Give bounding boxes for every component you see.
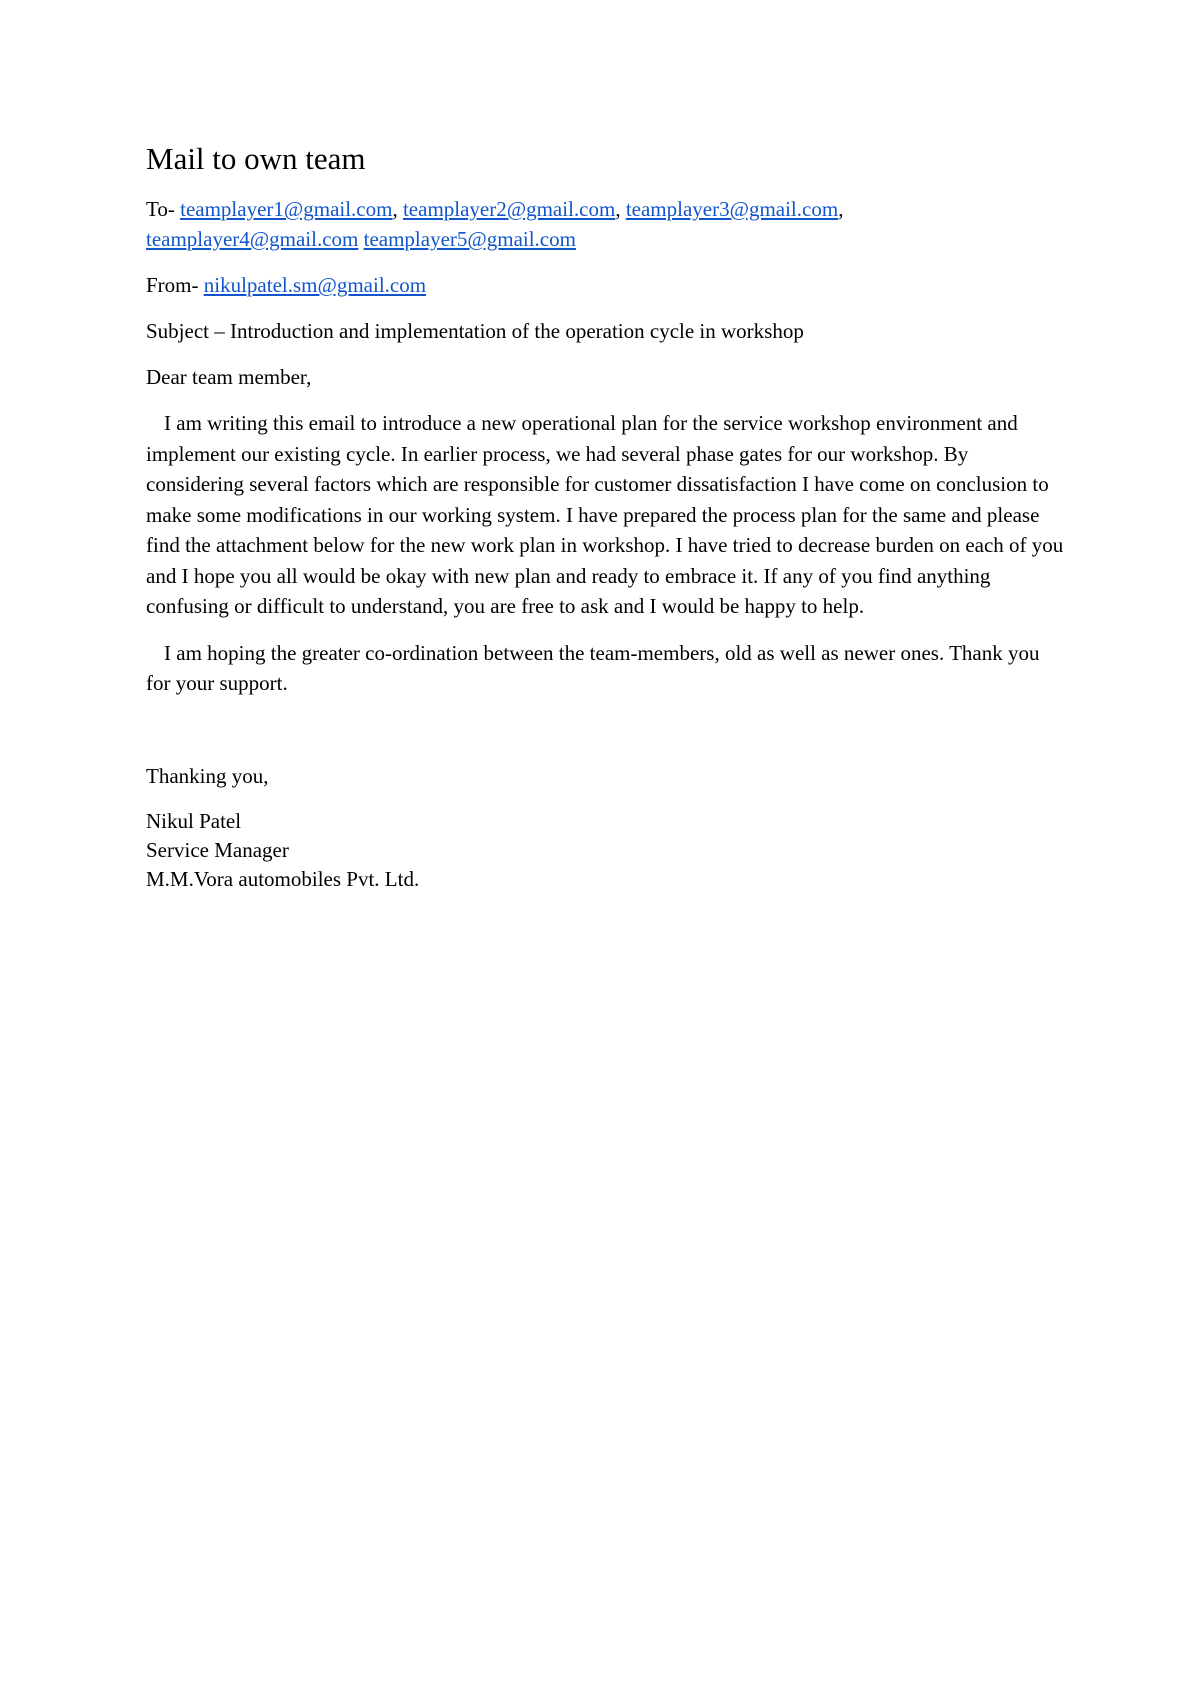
to-email-2[interactable]: teamplayer2@gmail.com <box>402 197 616 221</box>
body-paragraph-1: I am writing this email to introduce a new operational plan for the service workshop environment and implement our existing cycle. In earlier process, we had several phase gates for our workshop. By considering several factors which are responsible for customer dissatisfaction I have come on conclusion to make some modifications in our working system. I have prepared the process plan for the same and please find the attachment below for the new work plan in workshop. I have tried to decrease burden on each of you and I hope you all would be okay with new plan and ready to embrace it. If any of you find anything confusing or difficult to understand, you are free to ask and I would be happy to help. <box>146 411 1064 618</box>
signature-company: M.M.Vora automobiles Pvt. Ltd. <box>146 866 420 891</box>
closing: Thanking you, <box>146 763 269 788</box>
greeting: Dear team member, <box>146 365 312 389</box>
from-email[interactable]: nikulpatel.sm@gmail.com <box>203 273 427 297</box>
email-document <box>146 140 1066 894</box>
subject-line: Subject – Introduction and implementation of the operation cycle in workshop <box>146 319 804 343</box>
from-line <box>146 270 1066 300</box>
from-label: From- <box>146 273 199 297</box>
to-email-4[interactable]: teamplayer4@gmail.com <box>146 227 359 251</box>
to-email-1[interactable]: teamplayer1@gmail.com <box>180 197 393 221</box>
page-title: Mail to own team <box>146 141 366 176</box>
to-line: To- teamplayer1@gmail.com, teamplayer2@gmail.com, teamplayer3@gmail.com, teamplayer4@gmail.com teamplayer5@gmail.com <box>146 197 844 251</box>
signature-block <box>146 807 1066 894</box>
signature-name: Nikul Patel <box>146 808 242 833</box>
signature-position: Service Manager <box>146 837 289 862</box>
to-email-5[interactable]: teamplayer5@gmail.com <box>363 227 576 251</box>
to-label: To- <box>146 197 175 221</box>
body-paragraph-2: I am hoping the greater co-ordination between the team-members, old as well as newer ones. Thank you for your support. <box>146 640 1040 695</box>
to-email-3[interactable]: teamplayer3@gmail.com <box>625 197 839 221</box>
